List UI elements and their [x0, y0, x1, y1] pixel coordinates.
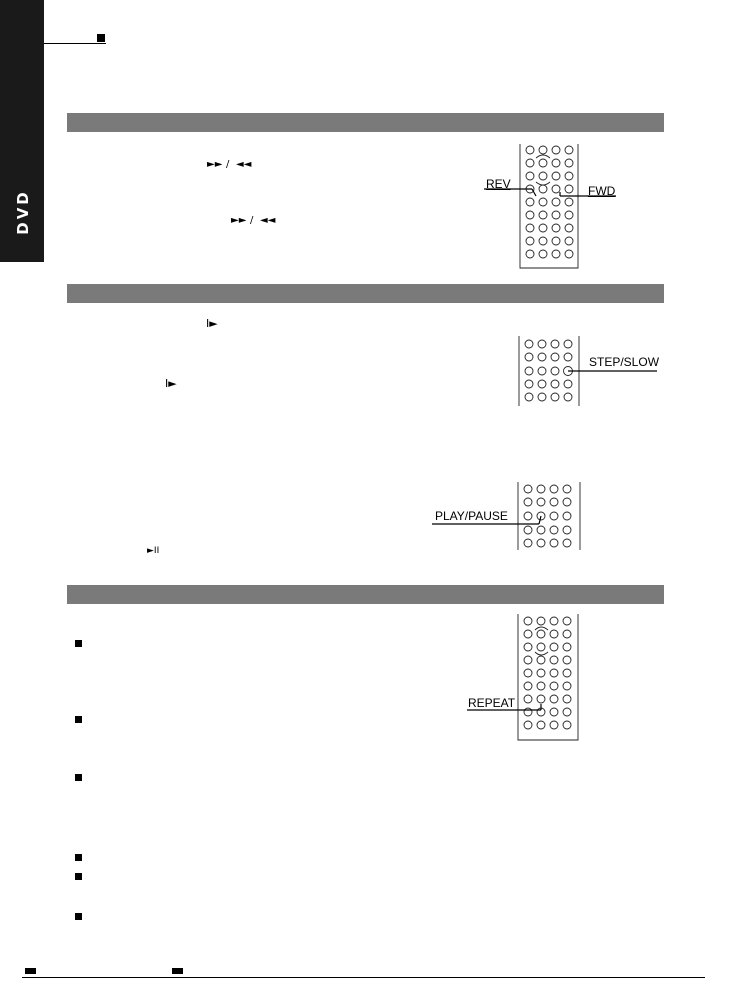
header-marker-square — [97, 34, 105, 42]
bullet-square — [75, 913, 82, 920]
play-pause-label: PLAY/PAUSE — [435, 509, 508, 523]
rev-label: REV — [486, 177, 511, 191]
separator-text: / — [226, 159, 230, 170]
section-bar-fast-play — [67, 113, 664, 132]
footer-rule — [22, 977, 705, 978]
bullet-square — [75, 774, 82, 781]
fast-forward-icon: ►► — [207, 159, 223, 170]
section-bar-repeat — [67, 585, 664, 604]
fast-reverse-icon: ◄◄ — [236, 159, 252, 170]
step-slow-label: STEP/SLOW — [589, 355, 660, 369]
fwd-label: FWD — [588, 184, 616, 198]
bullet-square — [75, 716, 82, 723]
bullet-square — [75, 854, 82, 861]
fast-reverse-icon: ◄◄ — [260, 215, 276, 226]
step-icon: I► — [206, 317, 218, 330]
footer-marker-square — [172, 968, 183, 974]
step-icon: I► — [165, 377, 177, 390]
footer-marker-square — [25, 968, 36, 974]
fast-forward-icon: ►► — [231, 215, 247, 226]
remote-diagram-step — [515, 336, 660, 408]
remote-buttons — [526, 146, 573, 258]
side-tab — [0, 0, 44, 262]
bullet-square — [75, 640, 82, 647]
remote-diagram-fast — [470, 140, 620, 272]
section-bar-step-slow — [67, 284, 664, 303]
remote-diagram-repeat — [465, 612, 585, 746]
play-pause-icon: ►II — [147, 546, 160, 556]
header-rule — [44, 43, 106, 44]
bullet-square — [75, 873, 82, 880]
side-tab-label: DVD — [14, 189, 32, 235]
repeat-label: REPEAT — [468, 696, 516, 710]
separator-text: / — [250, 215, 254, 226]
